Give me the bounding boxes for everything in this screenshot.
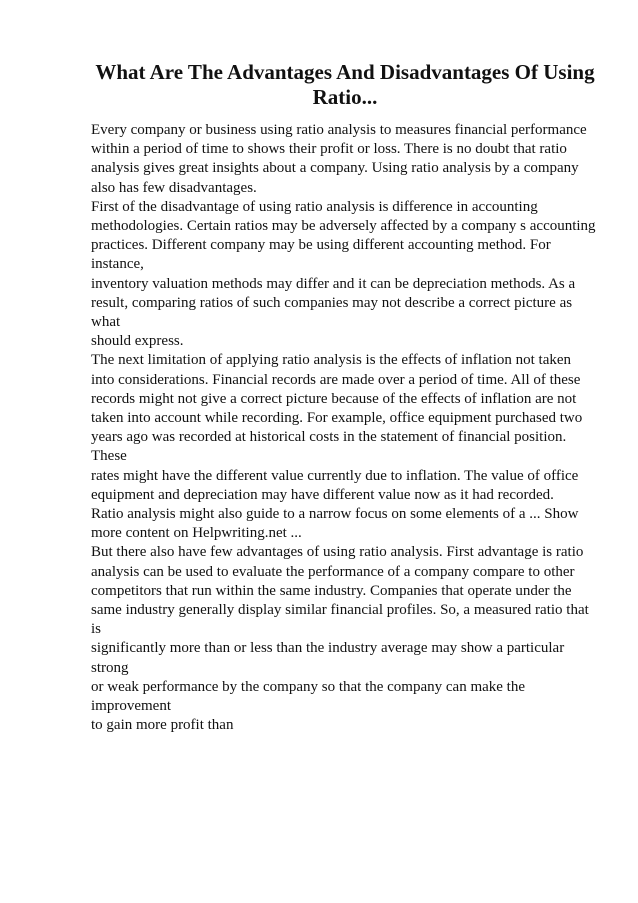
document-title: What Are The Advantages And Disadvantages Of Using Ratio... [95, 60, 595, 109]
paragraph-disadvantage-inflation: The next limitation of applying ratio analysis is the effects of inflation not taken into considerations. Financial records are made over a period of time. All of these records might not give a correct picture because of the effects of inflation are not taken into account while recording. For example, office equipment purchased two years ago was recorded at historical costs in the statement of financial position. These rates might have the different value currently due to inflation. The value of office equipment and depreciation may have different value now as it had recorded. [91, 352, 583, 503]
paragraph-intro: Every company or business using ratio analysis to measures financial performance within a period of time to shows their profit or loss. There is no doubt that ratio analysis gives great insights about a company. Using ratio analysis by a company also has few disadvantages. [91, 122, 587, 196]
document-body [91, 121, 596, 736]
paragraph-show-more: Ratio analysis might also guide to a narrow focus on some elements of a ... Show more content on Helpwriting.net ... [91, 506, 579, 542]
paragraph-disadvantage-accounting: First of the disadvantage of using ratio analysis is difference in accounting methodologies. Certain ratios may be adversely affected by a company s accounting practices. Different company may be using different accounting method. For instance, inventory valuation methods may differ and it can be depreciation methods. As a result, comparing ratios of such companies may not describe a correct picture as what should express. [91, 198, 596, 350]
paragraph-advantages: But there also have few advantages of using ratio analysis. First advantage is ratio analysis can be used to evaluate the performance of a company compare to other competitors that run within the same industry. Companies that operate under the same industry generally display similar financial profiles. So, a measured ratio that is significantly more than or less than the industry average may show a particular strong or weak performance by the company so that the company can make the improvement to gain more profit than [91, 544, 589, 734]
